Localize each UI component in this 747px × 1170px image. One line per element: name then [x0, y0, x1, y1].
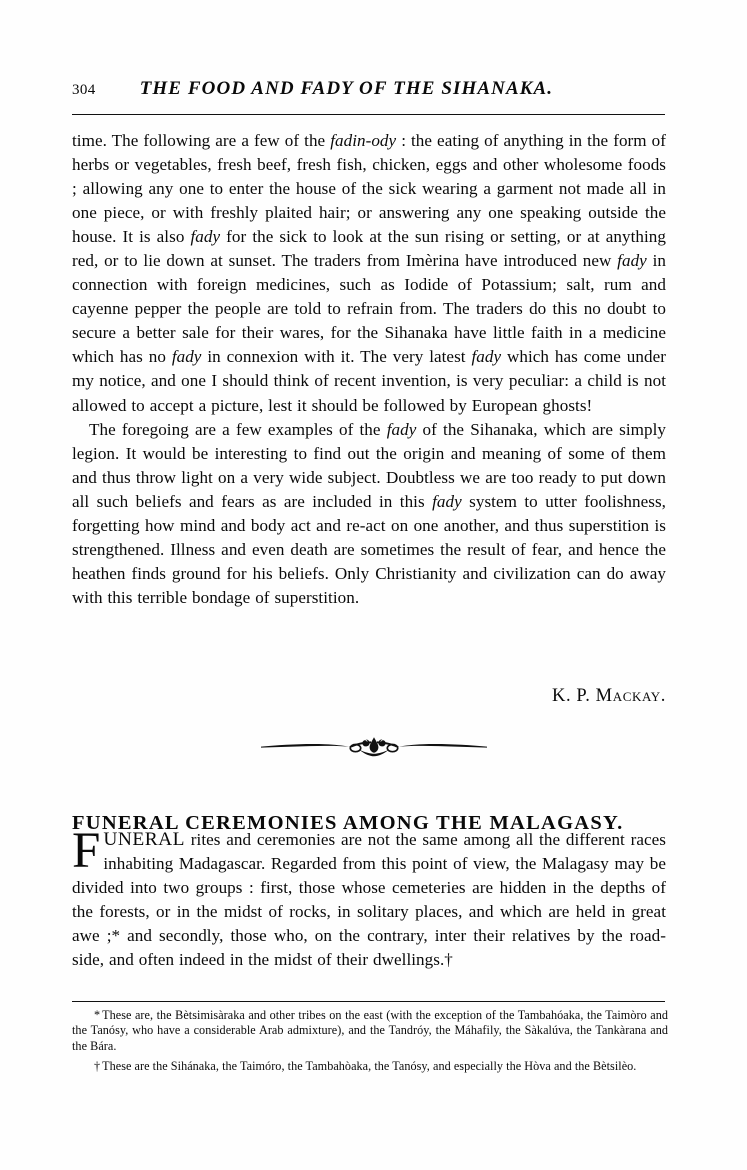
footnote-asterisk-text: These are, the Bètsimisàraka and other tribes on the east (with the exception of the Tambahóaka, the Taimòro and the Tanósy, who have a considerable Arab admixture), and the Tandróy, the Máhafily, the Sàkalúva, the Tankàrana and the Bára. [72, 1008, 668, 1053]
running-head [72, 78, 665, 100]
text-run: in connection with foreign medicines, such as Iodide of Potassium; salt, rum and cayenne pepper the people are told to refrain from. The traders do this no doubt to secure a better sale for their wares, for the Sihanaka have little faith in a medicine which has no [72, 251, 666, 367]
fleuron-ornament [0, 733, 747, 759]
text-run: The foregoing are a few examples of the [89, 419, 387, 439]
drop-cap-initial: F [72, 823, 101, 879]
italic-term: fady [471, 347, 502, 367]
lead-caps-word: UNERAL [103, 829, 186, 850]
text-run: which has come under my notice, and one I should think of recent invention, is very peculiar: a child is not allowed to accept a picture, lest it should be followed by European ghosts! [72, 347, 666, 415]
footnote-dagger-text: These are the Sihánaka, the Taimóro, the Tambahòaka, the Tanósy, and especially the Hòva and the Bètsilèo. [102, 1058, 637, 1073]
header-rule [72, 114, 665, 115]
article-one-body [72, 129, 666, 610]
author-signature [72, 686, 684, 707]
opening-paragraph-text: rites and ceremonies are not the same among all the different races inhabiting Madagascar. Regarded from this point of view, the Malagasy may be divided into two groups : first, those whose cemeteries are hidden in the depths of the forests, or in the midst of rocks, in solitary places, and which are held in great awe ;* and secondly, those who, on the contrary, inter their relatives by the road-side, and often indeed in the midst of their dwellings.† [72, 830, 666, 970]
footnotes-block [72, 1008, 668, 1074]
paragraph-foregoing [72, 418, 666, 610]
footnote-marker-asterisk: * [94, 1008, 103, 1022]
footnote-asterisk [72, 1008, 668, 1054]
italic-term: fadin-ody [330, 131, 397, 150]
running-head-title: THE FOOD AND FADY OF THE SIHANAKA. [139, 78, 554, 99]
author-name: K. P. Mackay. [551, 686, 666, 706]
footnote-marker-dagger: † [94, 1058, 103, 1073]
paragraph-continuation [72, 129, 666, 418]
footnote-dagger [72, 1059, 668, 1074]
italic-term: fady [432, 491, 462, 511]
italic-term: fady [617, 251, 647, 271]
text-run: for the sick to look at the sun rising or setting, or at anything red, or to lie down at sunset. The traders from Imèrina have introduced new [72, 227, 666, 271]
text-run: system to utter foolishness, forgetting how mind and body act and re-act on one another, and thus superstition is strengthened. Illness and even death are sometimes the result of fear, and hence the heathen finds ground for his beliefs. Only Christianity and civilization can do away with this terrible bondage of superstition. [72, 491, 666, 607]
text-run: in connexion with it. The very latest [201, 347, 472, 367]
italic-term: fady [386, 419, 417, 439]
italic-term: fady [190, 227, 221, 247]
section-title: FUNERAL CEREMONIES AMONG THE MALAGASY. [72, 812, 624, 834]
footnote-rule [72, 1001, 665, 1002]
text-run: : the eating of anything in the form of herbs or vegetables, fresh beef, fresh fish, chicken, eggs and other wholesome foods ; allowing any one to enter the house of the sick wearing a garment not made all in one piece, or with freshly plaited hair; or answering any one speaking outside the house. It is also [72, 131, 666, 247]
page-folio-number: 304 [72, 82, 96, 98]
text-run: time. The following are a few of the [72, 131, 331, 150]
italic-term: fady [171, 347, 202, 367]
text-run: of the Sihanaka, which are simply legion. It would be interesting to find out the origin and meaning of some of them and thus throw light on a very wide subject. Doubtless we are too ready to put down all such beliefs and fears as are included in this [72, 419, 666, 511]
